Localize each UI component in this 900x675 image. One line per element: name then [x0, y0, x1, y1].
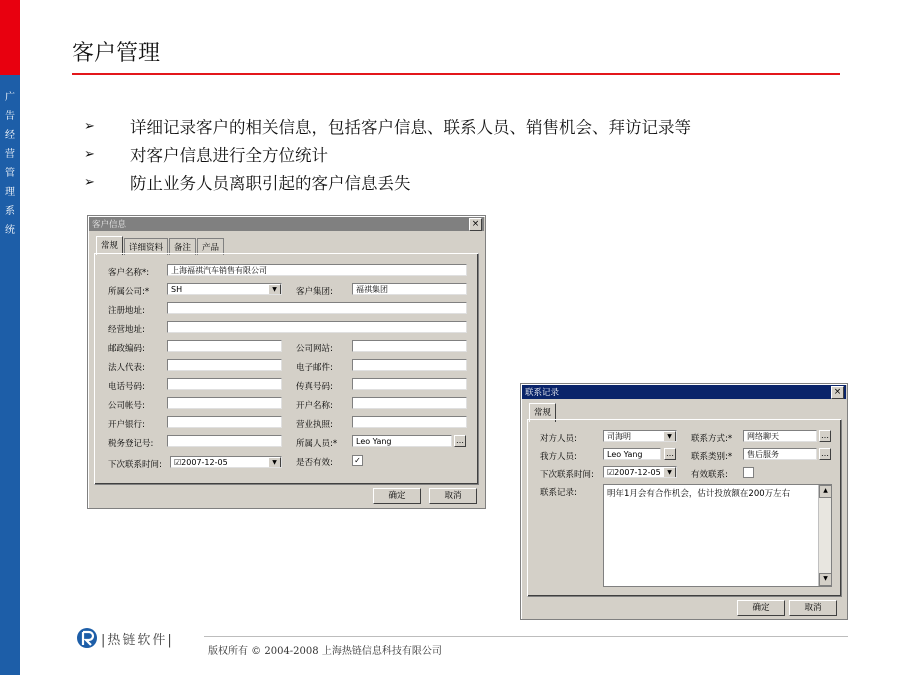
- sidebar-char: 管: [5, 168, 15, 179]
- bullet-text: 防止业务人员离职引起的客户信息丢失: [130, 174, 411, 193]
- account-label: 公司帐号:: [108, 401, 145, 411]
- cancel-button[interactable]: 取消: [429, 488, 477, 504]
- reg-address-field[interactable]: [167, 302, 467, 314]
- contact-method-field[interactable]: 网络聊天: [743, 430, 817, 442]
- contact-type-label: 联系类别:*: [691, 452, 733, 462]
- legal-rep-field[interactable]: [167, 359, 282, 371]
- company-value: SH: [171, 285, 183, 294]
- arrow-bullet-icon: ➢: [84, 118, 95, 134]
- dialog-titlebar: [89, 217, 484, 231]
- list-item: [84, 112, 691, 140]
- checkbox-checked-icon[interactable]: ☑: [607, 468, 615, 477]
- tab-general[interactable]: 常规: [529, 403, 556, 422]
- contact-type-field[interactable]: 售后服务: [743, 448, 817, 460]
- sidebar-char: 经: [5, 130, 15, 141]
- fax-label: 传真号码:: [296, 382, 333, 392]
- bank-field[interactable]: [167, 416, 282, 428]
- next-contact-label: 下次联系时间:: [108, 460, 162, 470]
- tax-no-label: 税务登记号:: [108, 439, 154, 449]
- sidebar-char: 营: [5, 149, 15, 160]
- logo-icon: [76, 627, 98, 649]
- phone-label: 电话号码:: [108, 382, 145, 392]
- sidebar-char: 系: [5, 206, 15, 217]
- valid-checkbox[interactable]: ✓: [352, 455, 363, 466]
- record-text: 明年1月会有合作机会，估计投放额在200万左右: [607, 489, 791, 499]
- email-label: 电子邮件:: [296, 363, 333, 373]
- company-select[interactable]: [167, 283, 282, 295]
- dialog-title: 联系记录: [525, 388, 560, 398]
- logo-text: |热链软件|: [101, 632, 174, 648]
- tax-no-field[interactable]: [167, 435, 282, 447]
- list-item: [84, 168, 691, 196]
- checkbox-checked-icon[interactable]: ☑: [174, 458, 182, 467]
- biz-address-field[interactable]: [167, 321, 467, 333]
- next-contact-label: 下次联系时间:: [540, 470, 594, 480]
- customer-name-label: 客户名称*:: [108, 268, 150, 278]
- bank-label: 开户银行:: [108, 420, 145, 430]
- tab-notes[interactable]: 备注: [169, 238, 196, 255]
- record-textarea[interactable]: [603, 484, 832, 587]
- bullet-text: 对客户信息进行全方位统计: [130, 146, 328, 165]
- valid-label: 是否有效:: [296, 458, 333, 468]
- chevron-down-icon[interactable]: ▼: [663, 431, 676, 442]
- biz-address-label: 经营地址:: [108, 325, 145, 335]
- contact-method-browse-button[interactable]: …: [821, 431, 829, 440]
- customer-name-field[interactable]: 上海福祺汽车销售有限公司: [167, 264, 467, 276]
- contact-type-browse-button[interactable]: …: [821, 449, 829, 458]
- our-person-field[interactable]: Leo Yang: [603, 448, 661, 460]
- company-logo: [76, 627, 174, 649]
- scroll-up-icon[interactable]: ▲: [819, 485, 832, 498]
- title-divider: [72, 73, 840, 75]
- postcode-field[interactable]: [167, 340, 282, 352]
- phone-field[interactable]: [167, 378, 282, 390]
- sidebar-accent: [0, 0, 20, 75]
- dialog-title: 客户信息: [92, 220, 127, 230]
- valid-contact-checkbox[interactable]: [743, 467, 754, 478]
- contact-record-dialog: [520, 383, 848, 620]
- next-contact-value: 2007-12-05: [614, 468, 661, 477]
- our-person-label: 我方人员:: [540, 452, 577, 462]
- next-contact-picker[interactable]: [170, 456, 282, 468]
- chevron-down-icon[interactable]: ▼: [663, 467, 676, 478]
- their-person-value: 司海明: [607, 432, 631, 441]
- next-contact-value: 2007-12-05: [181, 458, 228, 467]
- sidebar-char: 广: [5, 92, 15, 103]
- legal-rep-label: 法人代表:: [108, 363, 145, 373]
- tab-details[interactable]: 详细资料: [124, 238, 168, 255]
- website-label: 公司网站:: [296, 344, 333, 354]
- group-field[interactable]: 福祺集团: [352, 283, 467, 295]
- owner-label: 所属人员:*: [296, 439, 338, 449]
- license-label: 营业执照:: [296, 420, 333, 430]
- scroll-down-icon[interactable]: ▼: [819, 573, 832, 586]
- customer-info-dialog: [87, 215, 486, 509]
- arrow-bullet-icon: ➢: [84, 174, 95, 190]
- account-name-label: 开户名称:: [296, 401, 333, 411]
- arrow-bullet-icon: ➢: [84, 146, 95, 162]
- sidebar-vertical-label: [0, 88, 20, 240]
- fax-field[interactable]: [352, 378, 467, 390]
- our-person-browse-button[interactable]: …: [666, 449, 674, 458]
- tab-panel: [94, 253, 479, 485]
- company-label: 所属公司:*: [108, 287, 150, 297]
- email-field[interactable]: [352, 359, 467, 371]
- account-name-field[interactable]: [352, 397, 467, 409]
- record-label: 联系记录:: [540, 488, 577, 498]
- page-title: 客户管理: [72, 41, 161, 66]
- license-field[interactable]: [352, 416, 467, 428]
- owner-browse-button[interactable]: …: [456, 436, 464, 445]
- group-label: 客户集团:: [296, 287, 333, 297]
- sidebar-char: 告: [5, 111, 15, 122]
- record-scrollbar[interactable]: [818, 485, 831, 586]
- bullet-text: 详细记录客户的相关信息，包括客户信息、联系人员、销售机会、拜访记录等: [130, 118, 691, 137]
- owner-field[interactable]: Leo Yang: [352, 435, 452, 447]
- cancel-button[interactable]: 取消: [789, 600, 837, 616]
- close-icon[interactable]: ×: [831, 386, 844, 399]
- tab-products[interactable]: 产品: [197, 238, 224, 255]
- account-field[interactable]: [167, 397, 282, 409]
- chevron-down-icon[interactable]: ▼: [268, 284, 281, 295]
- bullet-list: [84, 112, 691, 196]
- list-item: [84, 140, 691, 168]
- chevron-down-icon[interactable]: ▼: [268, 457, 281, 468]
- dialog-titlebar: [522, 385, 846, 399]
- tab-general[interactable]: 常规: [96, 236, 123, 255]
- ok-button[interactable]: 确定: [373, 488, 421, 504]
- website-field[interactable]: [352, 340, 467, 352]
- tab-panel: [527, 419, 842, 597]
- footer-divider: [204, 636, 848, 637]
- contact-method-label: 联系方式:*: [691, 434, 733, 444]
- reg-address-label: 注册地址:: [108, 306, 145, 316]
- copyright-text: 版权所有 © 2004-2008 上海热链信息科技有限公司: [208, 646, 442, 657]
- their-person-label: 对方人员:: [540, 434, 577, 444]
- ok-button[interactable]: 确定: [737, 600, 785, 616]
- sidebar-char: 理: [5, 187, 15, 198]
- valid-contact-label: 有效联系:: [691, 470, 728, 480]
- close-icon[interactable]: ×: [469, 218, 482, 231]
- postcode-label: 邮政编码:: [108, 344, 145, 354]
- next-contact-picker[interactable]: [603, 466, 677, 478]
- their-person-select[interactable]: [603, 430, 677, 442]
- sidebar-char: 统: [5, 225, 15, 236]
